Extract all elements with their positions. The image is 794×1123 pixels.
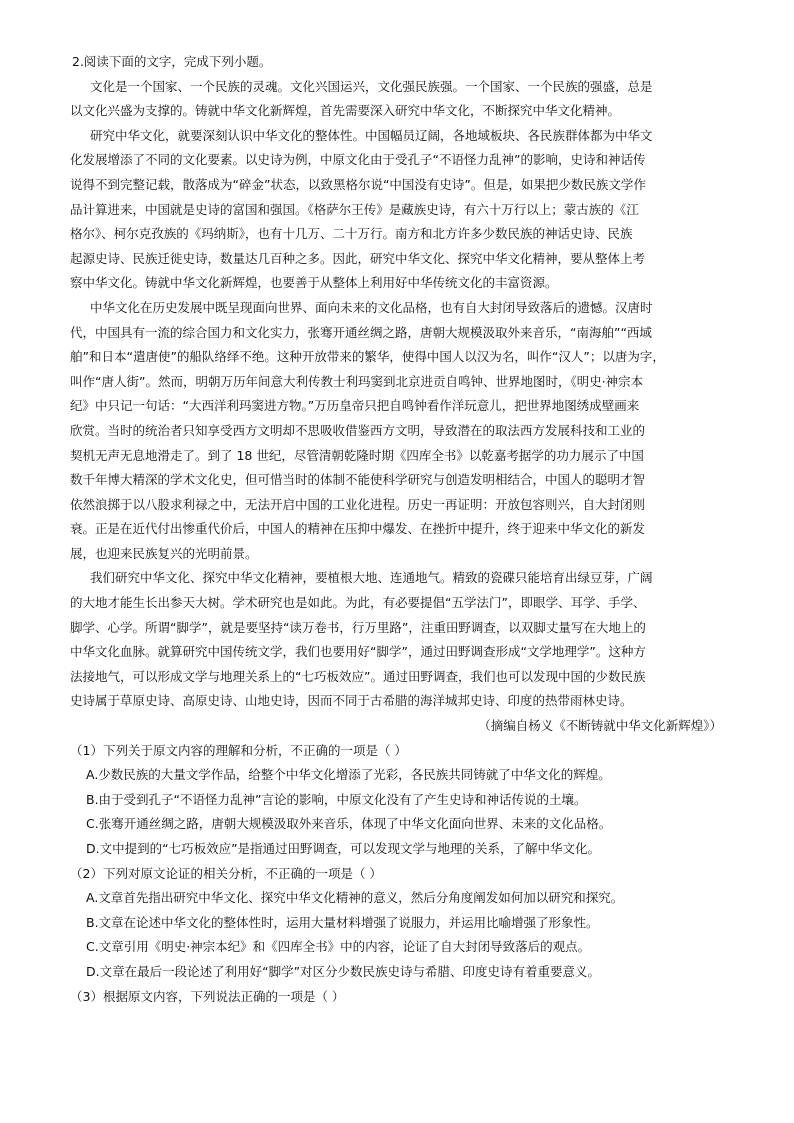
passage-line: 中华文化在历史发展中既呈现面向世界、面向未来的文化品格，也有自大封闭导致落后的遗憾。汉唐时 (90, 299, 653, 315)
passage-line: 起源史诗、民族迁徙史诗，数量达几百种之多。因此，研究中华文化、探究中华文化精神，要从整体上考 (70, 250, 646, 266)
passage-line: 契机无声无息地滑走了。到了 18 世纪，尽管清朝乾隆时期《四库全书》以乾嘉考据学的功力展示了中国 (70, 447, 644, 463)
answer-option: A.少数民族的大量文学作品，给整个中华文化增添了光彩，各民族共同铸就了中华文化的辉煌。 (86, 767, 611, 783)
question-stem: （2）下列对原文论证的相关分析，不正确的一项是（ ） (70, 865, 382, 881)
question-title: 2.阅读下面的文字，完成下列小题。 (72, 54, 272, 69)
passage-line: 中华文化血脉。就算研究中国传统文学，我们也要用好“脚学”，通过田野调查形成“文学地理学”。这种方 (70, 644, 646, 660)
passage-line: 展，也迎来民族复兴的光明前景。 (70, 545, 258, 561)
passage-line: 文化是一个国家、一个民族的灵魂。文化兴国运兴，文化强民族强。一个国家、一个民族的强盛，总是 (90, 78, 653, 94)
question-1 (70, 739, 730, 862)
passage-line: 的大地才能生长出参天大树。学术研究也是如此。为此，有必要提倡“五学法门”，即眼学、耳学、手学、 (70, 595, 646, 611)
passage-line: 研究中华文化，就要深刻认识中华文化的整体性。中国幅员辽阔，各地域板块、各民族群体都为中华文 (90, 127, 653, 143)
passage-line: 察中华文化。铸就中华文化新辉煌，也要善于从整体上利用好中华传统文化的丰富资源。 (70, 275, 558, 291)
source-note: （摘编自杨义《不断铸就中华文化新辉煌》） (478, 718, 722, 734)
passage-line: 代，中国具有一流的综合国力和文化实力，张骞开通丝绸之路，唐朝大规模汲取外来音乐，“南海舶”“西域 (70, 324, 652, 340)
passage-line: 史诗属于草原史诗、高原史诗、山地史诗，因而不同于古希腊的海洋城邦史诗、印度的热带雨林史诗。 (70, 693, 633, 709)
passage-line: 我们研究中华文化、探究中华文化精神，要植根大地、连通地气。精致的瓷碟只能培育出绿豆芽，广阔 (90, 570, 653, 586)
passage-line: 说得不到完整记载，散落成为“碎金”状态，以致黑格尔说“中国没有史诗”。但是，如果把少数民族文学作 (70, 176, 646, 192)
question-3 (70, 985, 730, 1010)
passage-line: 衰。正是在近代付出惨重代价后，中国人的精神在压抑中爆发、在挫折中提升，终于迎来中华文化的新发 (70, 521, 646, 537)
passage-line: 品计算进来，中国就是史诗的富国和强国。《格萨尔王传》是藏族史诗，有六十万行以上；蒙古族的《江 (70, 201, 639, 217)
question-stem: （1）下列关于原文内容的理解和分析，不正确的一项是（ ） (70, 742, 407, 758)
passage-line: 以文化兴盛为支撑的。铸就中华文化新辉煌，首先需要深入研究中华文化，不断探究中华文化精神。 (70, 103, 621, 119)
passage-line: 叫作“唐人街”。然而，明朝万历年间意大利传教士利玛窦到北京进贡自鸣钟、世界地图时，《明史·神宗本 (70, 373, 644, 389)
answer-option: A.文章首先指出研究中华文化、探究中华文化精神的意义，然后分角度阐发如何加以研究和探究。 (86, 890, 624, 906)
question-2 (70, 862, 730, 985)
passage-line: 舶”和日本“遣唐使”的船队络绎不绝。这种开放带来的繁华，使得中国人以汉为名，叫作“汉人”；以唐为字， (70, 349, 665, 365)
answer-option: B.由于受到孔子“不语怪力乱神”言论的影响，中原文化没有了产生史诗和神话传说的土壤。 (86, 791, 587, 807)
answer-option: C.张骞开通丝绸之路，唐朝大规模汲取外来音乐，体现了中华文化面向世界、未来的文化品格。 (86, 816, 612, 832)
passage-line: 数千年博大精深的学术文化史，但可惜当时的体制不能使科学研究与创造发明相结合，中国人的聪明才智 (70, 472, 646, 488)
question-stem: （3）根据原文内容，下列说法正确的一项是（ ） (70, 988, 345, 1004)
passage-line: 欣赏。当时的统治者只知享受西方文明却不思吸收借鉴西方文明，导致潜在的取法西方发展科技和工业的 (70, 422, 646, 438)
passage-line: 格尔》、柯尔克孜族的《玛纳斯》，也有十几万、二十万行。南方和北方许多少数民族的神话史诗、民族 (70, 226, 633, 242)
passage-line: 依然浪掷于以八股求利禄之中，无法开启中国的工业化进程。历史一再证明：开放包容则兴，自大封闭则 (70, 496, 646, 512)
passage-line: 脚学、心学。所谓“脚学”，就是要坚持“读万卷书，行万里路”，注重田野调查，以双脚丈量写在大地上的 (70, 619, 646, 635)
answer-option: D.文章在最后一段论述了利用好“脚学”对区分少数民族史诗与希腊、印度史诗有着重要意义。 (86, 963, 601, 979)
document-content (70, 50, 730, 1009)
passage-line: 纪》中只记一句话：“大西洋利玛窦进方物。”万历皇帝只把自鸣钟看作洋玩意儿，把世界地图绣成壁画来 (70, 398, 640, 414)
passage-line: 化发展增添了不同的文化要素。以史诗为例，中原文化由于受孔子“不语怪力乱神”的影响，史诗和神话传 (70, 152, 646, 168)
answer-option: C.文章引用《明史·神宗本纪》和《四库全书》中的内容，论证了自大封闭导致落后的观点。 (86, 939, 591, 955)
answer-option: B.文章在论述中华文化的整体性时，运用大量材料增强了说服力，并运用比喻增强了形象性。 (86, 914, 599, 930)
answer-option: D.文中提到的“七巧板效应”是指通过田野调查，可以发现文学与地理的关系，了解中华文化。 (86, 841, 601, 856)
passage-line: 法接地气，可以形成文学与地理关系上的“七巧板效应”。通过田野调查，我们也可以发现中国的少数民族 (70, 668, 646, 684)
passage (70, 75, 730, 714)
